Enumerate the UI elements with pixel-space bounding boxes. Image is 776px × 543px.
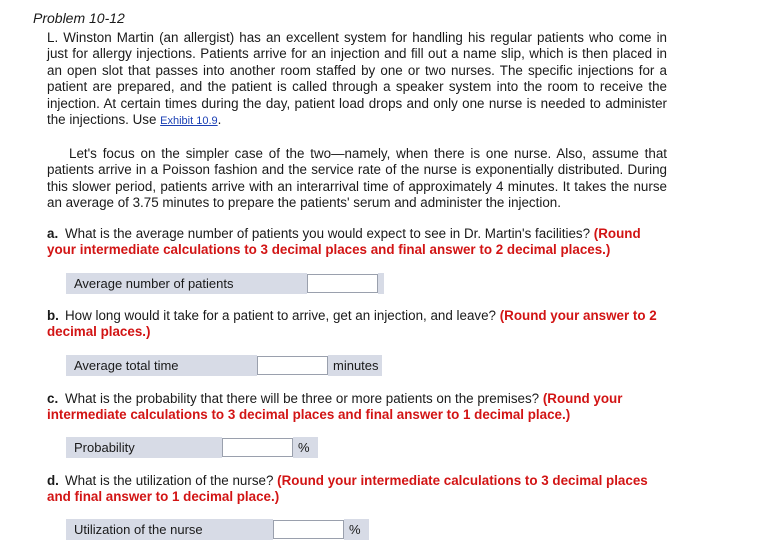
answer-d-label: Utilization of the nurse (66, 519, 273, 540)
question-c-letter: c. (47, 391, 59, 406)
question-d-text: What is the utilization of the nurse? (65, 473, 278, 488)
question-b (47, 308, 672, 341)
question-d-letter: d. (47, 473, 59, 488)
intro-text: L. Winston Martin (an allergist) has an excellent system for handling his regular patients who come in just for allergy injections. Patients arrive for an injection and fill out a name slip, which is then placed in an open slot that passes into another room staffed by one or two nurses. The specific injections for a patient are prepared, and the patient is called through a speaker system into the room to receive the injection. At certain times during the day, patient load drops and only one nurse is needed to administer the injections. Use (47, 30, 667, 128)
utilization-input[interactable] (273, 520, 344, 539)
answer-b-label: Average total time (66, 355, 257, 376)
answer-row-c (66, 437, 318, 458)
question-b-letter: b. (47, 308, 59, 323)
problem-intro (47, 30, 667, 129)
question-a (47, 226, 672, 259)
answer-row-b (66, 355, 382, 376)
question-a-letter: a. (47, 226, 59, 241)
question-c-text: What is the probability that there will be three or more patients on the premises? (65, 391, 543, 406)
question-c (47, 391, 672, 424)
answer-b-unit: minutes (328, 355, 382, 376)
question-c-instruction: (Round your intermediate calculations to 3 decimal places and final answer to 1 decimal place.) (47, 391, 623, 423)
problem-context (47, 146, 667, 212)
answer-a-unit (378, 273, 384, 294)
intro-period: . (217, 112, 222, 128)
answer-row-d (66, 519, 369, 540)
exhibit-link[interactable]: Exhibit 10.9 (160, 115, 218, 128)
question-b-text: How long would it take for a patient to arrive, get an injection, and leave? (65, 308, 500, 323)
question-d-instruction: (Round your intermediate calculations to 3 decimal places and final answer to 1 decimal place.) (47, 473, 648, 505)
answer-d-unit: % (344, 519, 369, 540)
question-a-text: What is the average number of patients you would expect to see in Dr. Martin's facilities? (65, 226, 594, 241)
problem-title: Problem 10-12 (33, 10, 125, 26)
answer-c-unit: % (293, 437, 318, 458)
question-d (47, 473, 672, 506)
average-total-time-input[interactable] (257, 356, 328, 375)
answer-c-label: Probability (66, 437, 222, 458)
probability-input[interactable] (222, 438, 293, 457)
average-patients-input[interactable] (307, 274, 378, 293)
answer-a-label: Average number of patients (66, 273, 307, 294)
context-text: Let's focus on the simpler case of the two—namely, when there is one nurse. Also, assume that patients arrive in a Poisson fashion and the service rate of the nurse is exponentially distributed. During this slower period, patients arrive with an interarrival time of approximately 4 minutes. It takes the nurse an average of 3.75 minutes to prepare the patients' serum and administer the injection. (47, 146, 667, 211)
answer-row-a (66, 273, 384, 294)
question-a-instruction: (Round your intermediate calculations to 3 decimal places and final answer to 2 decimal places.) (47, 226, 641, 258)
question-b-instruction: (Round your answer to 2 decimal places.) (47, 308, 657, 340)
